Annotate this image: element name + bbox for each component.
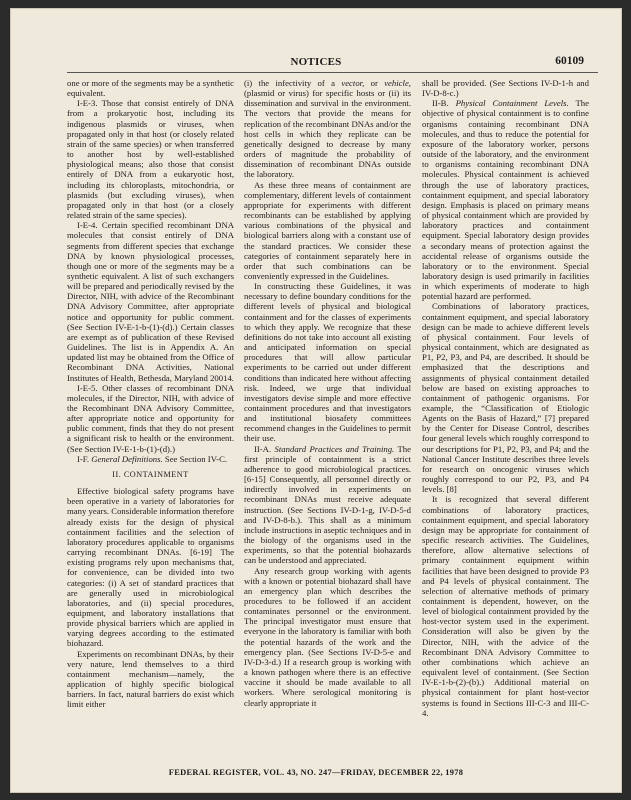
section-title: Physical Containment Levels. [455, 98, 569, 109]
col2-paragraph-1 [244, 78, 411, 180]
col1-paragraph-4: I-E-5. Other classes of recombinant DNA molecules, if the Director, NIH, with advice of the Recombinant DNA Advisory Committee, after appropriate notice and opportunity for public comment, finds that they do not present a significant risk to health or the environment. (See Section IV-E-1-b-(1)-(d).) [67, 382, 234, 454]
col2-paragraph-5: Any research group working with agents with a known or potential biohazard shall have an emergency plan which describes the procedures to be followed if an accident contaminates personnel or the environment. The principal investigator must ensure that everyone in the laboratory is familiar with both the potential hazards of the work and the emergency plan. (See Sections IV-D-5-e and IV-D-3-d.) If a research group is working with a known pathogen where there is an effective vaccine it should be made available to all workers. Where serological monitoring is clearly appropriate it [244, 565, 411, 708]
text-run: (plasmid or virus) for specific hosts or (ii) its dissemination and survival in the environment. The vectors that provide the means for replication of the recombinant DNAs and/or the host cells in which they replicate can be genetically designed to decrease by many orders of magnitude the probability of dissemination of recombinant DNAs outside the laboratory. [244, 88, 411, 180]
col3-paragraph-2 [422, 98, 589, 301]
col1-paragraph-2: I-E-3. Those that consist entirely of DNA from a prokaryotic host, including its indigenous plasmids or viruses, when propagated only in that host (or closely related strain of the same species) or when transferred to another host by well-established physiological means; also those that consist entirely of DNA from a eukaryotic host, including its chloroplasts, mitochondria, or plasmids (but excluding viruses), when propagated only in that host (or a closely related strain of the same species). [67, 98, 234, 221]
header-page-number: 60109 [555, 55, 584, 67]
column-2 [244, 78, 411, 758]
section-text: See Section IV-C. [162, 453, 228, 464]
col3-paragraph-1: shall be provided. (See Sections IV-D-1-h and IV-D-8-c.) [422, 78, 589, 99]
text-run: (i) the infectivity of a [244, 78, 342, 88]
col1-paragraph-1: one or more of the segments may be a synthetic equivalent. [67, 78, 234, 99]
section-text: The objective of physical containment is to confine organisms containing recombinant DNA molecules, and thus to reduce the potential for exposure of the laboratory worker, persons outside of the laboratory, and the environment to organisms containing recombinant DNA molecules. Physical containment is achieved through the use of laboratory practices, containment equipment, and special laboratory design. Emphasis is placed on primary means of physical containment which are provided by laboratory practices and containment equipment. Special laboratory design provides a secondary means of protection against the accidental release of organisms outside the laboratory or to the environment. Special laboratory design is used primarily in facilities in which experiments of moderate to high potential hazard are performed. [422, 98, 589, 302]
col1-paragraph-6: Effective biological safety programs have been operative in a variety of laboratories for many years. Considerable information therefore already exists for the design of physical containment facilities and the selection of laboratory procedures applicable to organisms carrying recombinant DNAs. [6-19] The existing programs rely upon mechanisms that, for convenience, can be divided into two categories: (i) A set of standard practices that are generally used in microbiological laboratories, and (ii) special procedures, equipment, and laboratory installations that provide physical barriers which are applied in varying degrees according to the estimated biohazard. [67, 486, 234, 649]
header-rule [67, 72, 598, 73]
italic-term-vehicle: vehicle, [384, 78, 411, 88]
header-title: NOTICES [290, 56, 342, 68]
col2-paragraph-3: In constructing these Guidelines, it was necessary to define boundary conditions for the different levels of physical and biological containment and for the classes of experiments to which they apply. We recognize that these definitions do not take into account all existing and anticipated information on special procedures that will allow particular experiments to be carried out under different conditions than indicated here without affecting risk. Indeed, we urge that individual investigators devise simple and more effective containment procedures and that investigators and institutional biosafety committees recommend changes in the Guidelines to permit their use. [244, 281, 411, 444]
col3-paragraph-3: Combinations of laboratory practices, containment equipment, and special laboratory design can be made to achieve different levels of physical containment. Four levels of physical containment, which are designated as P1, P2, P3, and P4, are described. It should be emphasized that the descriptions and assignments of physical containment detailed below are based on existing approaches to containment of pathogenic organisms. For example, the “Classification of Etiologic Agents on the Basis of Hazard,” [7] prepared by the Center for Disease Control, describes four general levels which roughly correspond to our descriptions for P1, P2, P3, and P4; and the National Cancer Institute describes three levels for research on oncogenic viruses which roughly correspond to our P2, P3, and P4 levels. [8] [422, 301, 589, 495]
col2-paragraph-2: As these three means of containment are complementary, different levels of containment appropriate for experiments with different recombinants can be established by applying various combinations of the physical and biological barriers along with a constant use of the standard practices. We consider these categories of containment separately here in order that such combinations can be conveniently expressed in the Guidelines. [244, 179, 411, 281]
section-title: General Definitions. [91, 453, 163, 464]
page-footer: FEDERAL REGISTER, VOL. 43, NO. 247—FRIDAY, DECEMBER 22, 1978 [168, 768, 464, 777]
column-3 [422, 78, 589, 758]
section-number: I-F. [77, 453, 92, 464]
column-1 [67, 78, 234, 758]
section-number: II-B. [432, 98, 456, 109]
document-page [10, 8, 622, 793]
section-title: Standard Practices and Training. [274, 443, 395, 454]
section-text: The first principle of containment is a strict adherence to good microbiological practices. [6-15] Consequently, all personnel directly or indirectly involved in experiments on recombinant DNAs must receive adequate instruction. (See Sections IV-D-1-g, IV-D-5-d and IV-D-8-b.). This shall as a minimum include instructions in aseptic techniques and in the biology of the organisms used in the experiments, so that the potential biohazards can be understood and appreciated. [244, 443, 411, 566]
section-heading-containment: II. CONTAINMENT [112, 469, 189, 479]
col1-paragraph-3: I-E-4. Certain specified recombinant DNA molecules that consist entirely of DNA segments from different species that exchange DNA by known physiological processes, though one or more of the segments may be a synthetic equivalent. A list of such exchangers will be prepared and periodically revised by the Director, NIH, with advice of the Recombinant DNA Advisory Committee, after appropriate notice and opportunity for public comment. (See Section IV-E-1-b-(1)-(d).) Certain classes are exempt as of publication of these Revised Guidelines. The list is in Appendix A. An updated list may be obtained from the Office of Recombinant DNA Activities, National Institutes of Health, Bethesda, Maryland 20014. [67, 220, 234, 383]
col1-paragraph-7: Experiments on recombinant DNAs, by their very nature, lend themselves to a third containment mechanism—namely, the application of highly specific biological barriers. In fact, natural barriers do exist which limit either [67, 648, 234, 710]
section-number: II-A. [254, 443, 275, 454]
text-run: or [364, 78, 385, 88]
col1-paragraph-5 [67, 454, 234, 464]
italic-term-vector: vector, [341, 78, 365, 88]
col3-paragraph-4: It is recognized that several different combinations of laboratory practices, containment equipment, and special laboratory design may be appropriate for containment of specific research activities. The Guidelines, therefore, allow alternative selections of primary containment equipment within facilities that have been designed to provide P3 and P4 levels of physical containment. The selection of alternative methods of primary containment is dependent, however, on the level of biological containment provided by the host-vector system used in the experiment. Consideration will also be given by the Director, NIH, with the advice of the Recombinant DNA Advisory Committee to other combinations which achieve an equivalent level of containment. (See Section IV-E-1-b-(2)-(b).) Additional material on physical containment for plant host-vector systems is found in Sections III-C-3 and III-C-4. [422, 494, 589, 718]
col2-paragraph-4 [244, 444, 411, 566]
